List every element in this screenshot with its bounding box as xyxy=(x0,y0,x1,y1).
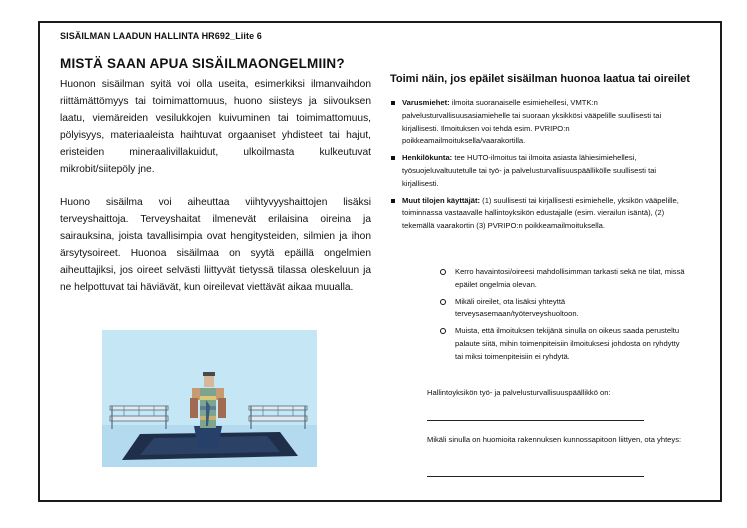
list-item xyxy=(390,152,686,190)
list-item xyxy=(390,195,686,233)
instructions-heading: Toimi näin, jos epäilet sisäilman huonoa laatua tai oireilet xyxy=(390,73,690,85)
document-code: SISÄILMAN LAADUN HALLINTA HR692_Liite 6 xyxy=(60,31,262,41)
list-item: Mikäli oireilet, ota lisäksi yhteyttä terveysasemaan/työterveyshuoltoon. xyxy=(440,296,686,322)
additional-advice-list xyxy=(440,266,686,368)
illustration-person-in-barracks xyxy=(102,330,317,467)
bullet-text: tee HUTO-ilmoitus tai ilmoita asiasta lähiesimiehellesi, työsuojeluvaltuutetulle tai työ- ja palvelusturvallisuuspäällikölle suullisesti tai kirjallisesti. xyxy=(402,153,657,188)
maintenance-contact-fill-line xyxy=(427,476,644,477)
health-effects-paragraph: Huono sisäilma voi aiheuttaa viihtyvyyshaittojen lisäksi terveyshaittoja. Terveyshaitat ilmenevät erilaisina oireina ja sairauksina, joista tavallisimpia ovat hengitysteiden, silmien ja ihon ärsytysoireet. Huonoa sisäilmaa on syytä epäillä ongelmien aiheuttajiksi, jos oireet selvästi liittyvät tietyssä tilassa oleskeluun ja ne helpottuvat tai häviävät, kun oireilevat viettävät aikaa muualla. xyxy=(60,197,371,294)
list-item: Kerro havaintosi/oireesi mahdollisimman tarkasti sekä ne tilat, missä epäilet ongelmia olevan. xyxy=(440,266,686,292)
bullet-text: (1) suullisesti tai kirjallisesti esimiehelle, yksikön vääpelille, toiminnassa vastaavalle hallintoyksikön edustajalle (esim. vierailun isäntä), (2) tekemällä vaarakortin (3) PVRIPO:n poikkeamailmoituksella. xyxy=(402,195,679,231)
bullet-label: Muut tilojen käyttäjät: xyxy=(402,195,481,205)
bullet-label: Henkilökunta: xyxy=(402,153,453,163)
reporting-instructions-list xyxy=(390,97,686,237)
list-item xyxy=(390,97,686,148)
list-item: Muista, että ilmoituksen tekijänä sinulla on oikeus saada perusteltu palaute siitä, mihin toimenpiteisiin ilmoituksesi johdosta on ryhdytty tai miksi toimenpiteisiin ei ryhdytä. xyxy=(440,325,686,363)
bullet-label: Varusmiehet: xyxy=(402,98,450,107)
maintenance-contact-label: Mikäli sinulla on huomioita rakennuksen kunnossapitoon liittyen, ota yhteys: xyxy=(427,435,682,444)
safety-manager-label: Hallintoyksikön työ- ja palvelusturvallisuuspäällikkö on: xyxy=(427,388,611,397)
safety-manager-fill-line xyxy=(427,420,644,421)
intro-paragraph: Huonon sisäilman syitä voi olla useita, esimerkiksi ilmanvaihdon riittämättömyys tai toimimattomuus, huono siisteys ja siivouksen laatu, viemäreiden vesilukkojen kuivuminen tai toimimattomuus, pölyisyys, materiaaleista haihtuvat orgaaniset yhdisteet tai hajut, eristeiden mineraalivillakuidut, ulkoilmasta kulkeutuvat mikrobit/siitepöly jne. xyxy=(60,79,371,176)
bullet-text: ilmoita suoranaiselle esimiehellesi, VMTK:n palvelusturvallisuusasiamiehelle tai suoraan yksikkösi vääpelille suullisesti tai kirjallisesti. Ilmoituksen voi tehdä esim. PVRIPO:n poikkeamailmoituksella/vaarakortilla. xyxy=(402,98,662,146)
page-title: MISTÄ SAAN APUA SISÄILMAONGELMIIN? xyxy=(60,56,345,71)
